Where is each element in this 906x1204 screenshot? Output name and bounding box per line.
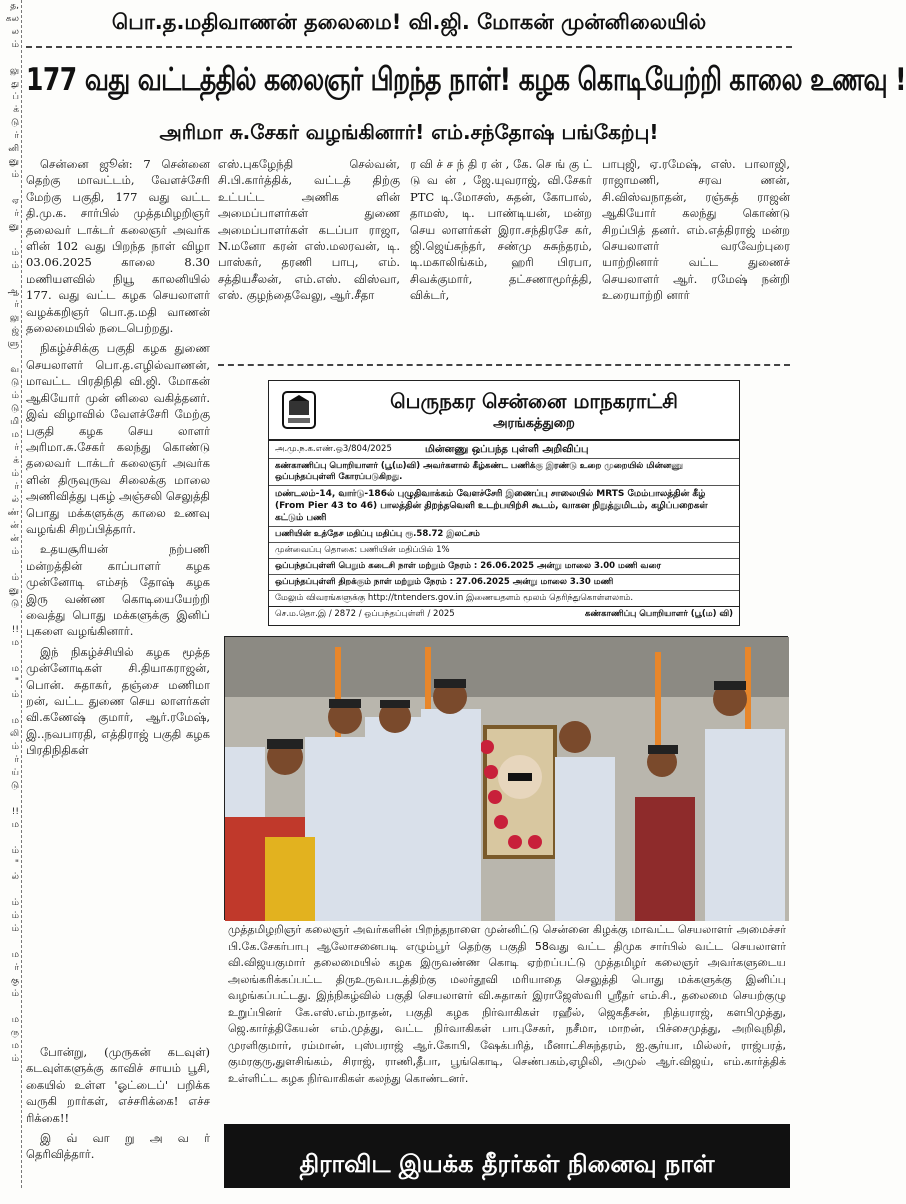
strip-fragment (0, 702, 21, 715)
strip-fragment: ம் (11, 924, 19, 934)
strip-fragment: ம் (11, 170, 19, 180)
headline-main: 177 வது வட்டத்தில் கலைஞர் பிறந்த நாள்! கழக கொடியேற்றி காலை உணவு ! (26, 61, 906, 98)
strip-fragment: க் (13, 105, 19, 115)
strip-fragment: ம (11, 638, 19, 648)
strip-fragment: ம (11, 950, 19, 960)
strip-fragment: ம் (11, 469, 19, 479)
strip-fragment: லு (9, 66, 19, 76)
ad-work: மண்டலம்-14, வார்டு-186ல் புழுதிவாக்கம் வேளச்சேரி இணைப்பு சாலையில் MRTS மேம்பாலத்தின் கீழ் (From Pier 43 to 46) பாலத்தின் திறந்தவெளி உடற்பயிற்சி கூடம், வாகன நிறுத்துமிடம், கழிப்பறைகள் கட்டும் பணி (269, 485, 739, 526)
strip-fragment: வ (10, 365, 19, 375)
strip-fragment: ண் (7, 508, 19, 518)
corporation-emblem-icon (269, 389, 329, 431)
strip-fragment: கு (11, 976, 19, 986)
strip-fragment: லு (9, 313, 19, 323)
strip-fragment: ம (11, 1041, 19, 1051)
paragraph: இந் நிகழ்ச்சியில் கழக மூத்த முன்னோடிகள் சி.தியாகராஜன், பொன். சுதாகர், தஞ்சை மணிமா றன், வட்ட துணை செய லாளர்கள் வி.கணேஷ் குமார், ஆர்.ரமேஷ், இ..நவபாரதி, எத்திராஜ் பகுதி கழக பிரதிநிதிகள் (26, 644, 210, 758)
strip-fragment: னு (8, 222, 19, 232)
article-column-2 (218, 156, 400, 352)
strip-fragment: ம் (11, 547, 19, 557)
strip-fragment: ர் (14, 755, 19, 765)
strip-fragment: ம (11, 716, 19, 726)
tender-advertisement (268, 380, 740, 626)
ad-last-date: ஒப்பந்தப்புள்ளி பெறும் கடைசி நாள் மற்றும் நேரம் : 26.06.2025 அன்று மாலை 3.00 மணி வரை (269, 558, 739, 574)
divider (218, 364, 790, 366)
ad-open-date: ஒப்பந்தப்புள்ளி திறக்கும் நாள் மற்றும் நேரம் : 27.06.2025 அன்று மாலை 3.30 மணி (269, 574, 739, 590)
article-column-4 (602, 156, 790, 352)
strip-fragment (0, 52, 21, 65)
strip-fragment (0, 884, 21, 897)
paragraph: ர வி ச் ச ந் தி ர ன் , கே. செ ங் கு ட் டு வ ன் , ஜே.யுவராஜ், வி.சேகர் PTC டி.மோசஸ், சுதன், கோபால், தாமஸ், டி. பாண்டியன், மன்ற செய லாளர்கள் இரா.சந்திரசே கர், ஜி.ஜெய்சுந்தர், சண்மு சுசுந்தரம், டி.மகாலிங்கம், ஹரி பிரபா, சிவக்குமார், தட்சணாமூர்த்தி, விக்டர், (410, 157, 592, 303)
strip-fragment: ம் (11, 898, 19, 908)
strip-fragment: ரு (10, 1028, 19, 1038)
strip-fragment: த, (10, 1, 19, 11)
strip-fragment: " (14, 859, 19, 869)
strip-fragment: ம் (11, 911, 19, 921)
strip-fragment: க் (13, 456, 19, 466)
strip-fragment (0, 182, 21, 195)
paragraph: எஸ்.புகழேந்தி செல்வன், சி.பி.கார்த்திக், வட்டத் திற்கு உட்பட்ட அணிக ளின் அமைப்பாளர்கள் துணை அமைப்பாளர்கள் கடப்பா ராஜா, N.மனோ கரன் எஸ்.மலரவன், டி. பாஸ்கர், தரணி பாபு, எம். சத்தியசீலன், எம்.எஸ். விஸ்வா, எஸ். குழந்தைவேலு, ஆர்.சீதா (218, 157, 400, 303)
paragraph: சென்னை ஜூன்: 7 சென்னை தெற்கு மாவட்டம், வேளச்சேரி மேற்கு பகுதி, 177 வது வட்ட தி.மு.க. சார்பில் முத்தமிழறிஞர் தலைவர் டாக்டர் கலைஞர் அவர்க ளின் 102 வது பிறந்த நாள் விழா 03.06.2025 காலை 8.30 மணியளவில் நியூ காலனியில் 177. வது வட்ட கழக செயலாளர் வழக்கறிஞர் பொ.த.மதி வாணன் தலைமையில் நடைபெற்றது. (26, 157, 210, 336)
strip-fragment: ம (11, 1015, 19, 1025)
section-banner: திராவிட இயக்க தீரர்கள் நினைவு நாள் (224, 1124, 790, 1188)
strip-fragment: னி (8, 144, 19, 154)
strip-fragment: ய் (11, 768, 19, 778)
strip-fragment: ம (11, 820, 19, 830)
strip-fragment: னு (8, 586, 19, 596)
article-column-3 (410, 156, 592, 352)
strip-fragment: டு (10, 781, 19, 791)
strip-fragment: ர் (14, 482, 19, 492)
ad-emd: முன்வைப்பு தொகை: பணியின் மதிப்பில் 1% (269, 542, 739, 558)
paragraph: பாபுஜி, ஏ.ரமேஷ், எஸ். பாலாஜி, ராஜாமணி, சரவ ணன், சி.விஸ்வநாதன், ரஞ்சுத் ராஜன் ஆகியோர் கலந்து கொண்டு சிறப்பித் தனர். எம்.எத்திராஜ் மன்ற செயலாளர் வரவேற்புரை யாற்றினார் வட்ட துணைச் செயலாளர் ஆர். ரமேஷ் நன்றி உரையாற்றி னார் (602, 157, 790, 303)
paragraph: போன்று, (முருகன் கடவுள்) கடவுள்களுக்கு காவிச் சாயம் பூசி, கையில் உள்ள 'ஓட்டைப்' பறிக்க வருகி றார்கள், எச்சரிக்கை! எச்ச ரிக்கை!! (26, 1045, 210, 1125)
paragraph: உதயசூரியன் நற்பணி மன்றத்தின் காப்பாளர் கழக முன்னோடி எம்சந் தோஷ் கழக இரு வண்ண கொடியையேற்றி வைத்து பொது மக்களுக்கு இனிப் புகளை வழங்கினார். (26, 542, 210, 639)
strip-fragment: ர் (14, 443, 19, 453)
strip-fragment (0, 832, 21, 845)
ad-title: பெருநகர சென்னை மாநகராட்சி (390, 388, 678, 413)
article-column-1 (26, 156, 210, 1036)
strip-fragment: கல (5, 14, 19, 24)
strip-fragment (0, 936, 21, 949)
headline-top: பொ.த.மதிவாணன் தலைமை! வி.ஜி. மோகன் முன்னிலையில் (111, 10, 707, 34)
strip-fragment: ர் (14, 131, 19, 141)
strip-fragment (0, 1001, 21, 1014)
strip-fragment: ம் (11, 989, 19, 999)
ad-department: அரங்கத்துறை (493, 415, 575, 431)
strip-fragment (0, 351, 21, 364)
strip-fragment: மி (10, 417, 19, 427)
strip-fragment: ம் (11, 690, 19, 700)
strip-fragment: டு (10, 404, 19, 414)
strip-fragment: ஆ (7, 287, 19, 297)
strip-fragment: ளு (7, 339, 19, 349)
strip-fragment: டு (10, 378, 19, 388)
strip-fragment: து (11, 79, 19, 89)
strip-fragment: ல் (11, 495, 19, 505)
strip-fragment: ம் (11, 846, 19, 856)
paragraph: நிகழ்ச்சிக்கு பகுதி கழக துணை செயலாளர் பொ.த.எழில்வாணன், மாவட்ட பிரதிநிதி வி.ஜி. மோகன் ஆகியோர் முன் னிலை வகித்தனர். இவ் விழாவில் வேளச்சேரி மேற்கு பகுதி கழக செய லாளர் அரிமா.சு.சேகர் கலந்து கொண்டு தலைவர் டாக்டர் கலைஞர் அவர்க ளின் திருவுருவ சிலைக்கு மாலை அணிவித்து புகழ் அஞ்சலி செலுத்தி பொது மக்களுக்கு காலை உணவு வழங்கி சிறப்பித்தார். (26, 341, 210, 536)
strip-fragment: ல் (11, 872, 19, 882)
strip-fragment: டு (10, 118, 19, 128)
strip-fragment: ம் (11, 248, 19, 258)
strip-fragment: ர் (14, 963, 19, 973)
strip-fragment: ம (11, 664, 19, 674)
paragraph: இ வ் வா று அ வ ர் தெரிவித்தார். (26, 1131, 210, 1162)
strip-fragment: !! (11, 625, 19, 635)
strip-fragment: ம் (11, 391, 19, 401)
strip-fragment: ஏ (11, 196, 19, 206)
strip-fragment (0, 793, 21, 806)
photo-caption: முத்தமிழறிஞர் கலைஞர் அவர்களின் பிறந்தநாளை முன்னிட்டு சென்னை கிழக்கு மாவட்ட செயலாளர் அமைச்சர் பி.கே.சேகர்பாபு ஆலோசனைபடி எழும்பூர் தெற்கு பகுதி 58வது வட்ட திமுக சார்பில் வட்ட செயலாளர் வி.விஜயகுமார் தலைமையில் கழக இருவண்ண கொடி ஏற்றப்பட்டு முத்தமிழர் கலைஞர் அவர்களுடைய அலங்கரிக்கப்பட்ட திருஉருவபடத்திற்கு மலர்தூவி மரியாதை செலுத்தி பொது மக்களுக்கு இனிப்பு வழங்கப்பட்டது. இந்நிகழ்வில் பகுதி செயலாளர் வி.சுதாகர் இராஜேஸ்வரி ஸ்ரீதர் எம்.சி., தலைமை செயற்குழு உறுப்பினர் கே.எஸ்.எம்.நாதன், பகுதி கழக நிர்வாகிகள் ரஹீல், ஜெகதீசன், நித்யராஜ், களபிமுத்து, ஜெ.கார்த்திகேயன் எம்.முத்து, வட்ட நிர்வாகிகள் பாபுசேகர், நசீமா, மாறன், பிச்சைமுத்து, அறிவுநிதி, முரளிகுமார், ரம்மான், புஸ்பராஜ் ஆர்.கோபி, ஷேக்பரித், மீனாட்சிசுந்தரம், ஐ.சூர்யா, மில்லர், ராஜ்பரத், குமரகுரு,துளசிங்கம், சிராஜ், ராணி,தீபா, பூங்கொடி, செண்பகம்,ஏழிலி, அமுல் ஆர்.விஜய், எம்.கார்த்திக் உள்ளிட்ட கழக நிர்வாகிகள் கலந்து கொண்டனர். (228, 923, 786, 1085)
strip-fragment: ம் (11, 742, 19, 752)
ad-footer-ref: செ.ம.தொ.இ / 2872 / ஒப்பந்தப்புள்ளி / 2025 (275, 609, 455, 619)
strip-fragment (0, 650, 21, 663)
strip-fragment: னு (8, 157, 19, 167)
ad-notice-title: மின்னணு ஒப்பந்த புள்ளி அறிவிப்பு (425, 444, 589, 455)
strip-fragment: !! (11, 807, 19, 817)
strip-fragment: ம் (11, 261, 19, 271)
strip-fragment (0, 611, 21, 624)
strip-fragment: ர் (14, 300, 19, 310)
event-photo (224, 636, 788, 920)
strip-fragment (0, 559, 21, 572)
strip-fragment: ன் (10, 534, 19, 544)
strip-fragment: ப் (12, 92, 19, 102)
strip-fragment: ஜ் (11, 326, 19, 336)
ad-intro: கண்காணிப்பு பொறியாளர் (பூ(ம)வி) அவர்களால் கீழ்கண்ட பணிக்கு இரண்டு உறை முறையில் மின்னணு ஒப்பந்தப்புள்ளி கோரப்படுகிறது. (269, 458, 739, 485)
strip-fragment: டு (10, 599, 19, 609)
ad-reference: அ.மு.ந.க.எண்.ஒ3/804/2025 (275, 444, 392, 454)
strip-fragment: " (14, 677, 19, 687)
ad-website: மேலும் விவரங்களுக்கு http://tntenders.gov.in இணையதளம் மூலம் தெரிந்துகொள்ளலாம். (269, 590, 739, 606)
continued-article (26, 1044, 210, 1188)
strip-fragment: ன் (10, 521, 19, 531)
headline-sub: அரிமா சு.சேகர் வழங்கினார்! எம்.சந்தோஷ் பங்கேற்பு! (159, 120, 659, 144)
strip-fragment: ம (11, 430, 19, 440)
ad-signatory: கண்காணிப்பு பொறியாளர் (பூ(ம) வி) (584, 609, 733, 619)
strip-fragment: ல (11, 27, 19, 37)
strip-fragment (0, 234, 21, 247)
ad-value: பணியின் உத்தேச மதிப்பு மதிப்பு ரூ.58.72 இலட்சம் (269, 526, 739, 542)
strip-fragment (0, 273, 21, 286)
strip-fragment: ர் (14, 209, 19, 219)
strip-fragment: லி (9, 729, 19, 739)
strip-fragment: ம் (11, 1054, 19, 1064)
strip-fragment: ம் (11, 40, 19, 50)
adjacent-column-strip (0, 0, 22, 1188)
strip-fragment: ம் (11, 573, 19, 583)
